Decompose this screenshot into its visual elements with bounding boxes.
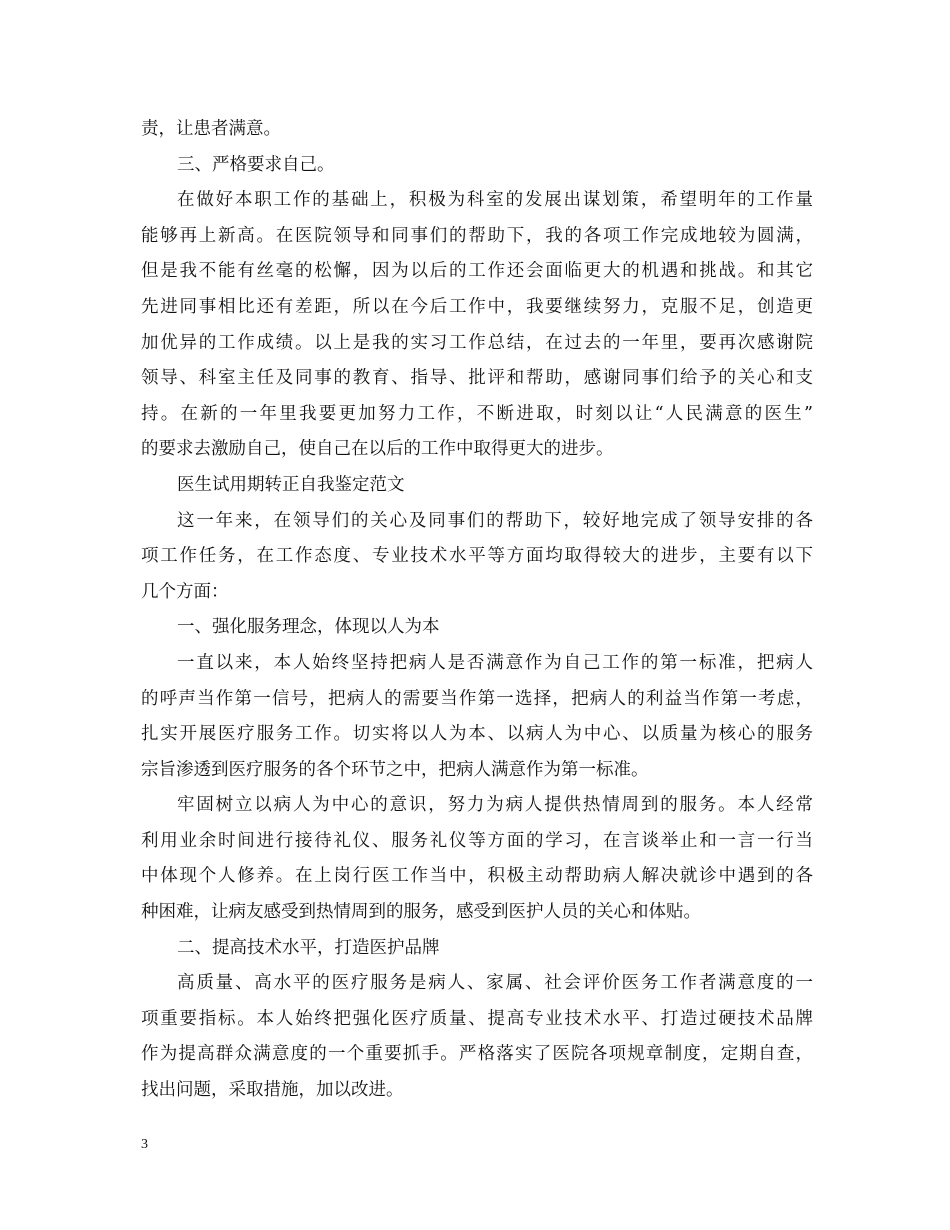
text-line: 的呼声当作第一信号，把病人的需要当作第一选择，把病人的利益当作第一考虑， <box>141 688 813 709</box>
document-body <box>141 112 813 1109</box>
text-line: 一直以来，本人始终坚持把病人是否满意作为自己工作的第一标准，把病人 <box>177 652 813 673</box>
text-line: 项重要指标。本人始终把强化医疗质量、提高专业技术水平、打造过硬技术品牌 <box>141 1008 813 1029</box>
text-line: 在做好本职工作的基础上，积极为科室的发展出谋划策，希望明年的工作量 <box>177 190 813 211</box>
text-line: 高质量、高水平的医疗服务是病人、家属、社会评价医务工作者满意度的一 <box>177 973 813 994</box>
text-line: 但是我不能有丝毫的松懈，因为以后的工作还会面临更大的机遇和挑战。和其它 <box>141 261 813 282</box>
text-line: 利用业余时间进行接待礼仪、服务礼仪等方面的学习，在言谈举止和一言一行当 <box>141 830 813 851</box>
text-line: 扎实开展医疗服务工作。切实将以人为本、以病人为中心、以质量为核心的服务 <box>141 724 813 745</box>
text-line: 宗旨渗透到医疗服务的各个环节之中，把病人满意作为第一标准。 <box>141 759 649 780</box>
text-line: 医生试用期转正自我鉴定范文 <box>177 474 405 495</box>
text-line: 领导、科室主任及同事的教育、指导、批评和帮助，感谢同事们给予的关心和支 <box>141 368 813 389</box>
text-line: 一、强化服务理念，体现以人为本 <box>177 617 440 638</box>
text-line: 牢固树立以病人为中心的意识，努力为病人提供热情周到的服务。本人经常 <box>177 795 813 816</box>
text-line: 能够再上新高。在医院领导和同事们的帮助下，我的各项工作完成地较为圆满， <box>141 225 813 246</box>
page-number: 3 <box>141 1137 148 1152</box>
text-line: 持。在新的一年里我要更加努力工作，不断进取，时刻以让“人民满意的医生” <box>141 403 813 424</box>
text-line: 的要求去激励自己，使自己在以后的工作中取得更大的进步。 <box>141 439 614 460</box>
text-line: 中体现个人修养。在上岗行医工作当中，积极主动帮助病人解决就诊中遇到的各 <box>141 866 813 887</box>
text-line: 作为提高群众满意度的一个重要抓手。严格落实了医院各项规章制度，定期自查， <box>141 1044 813 1065</box>
text-line: 责，让患者满意。 <box>141 119 281 139</box>
text-line: 这一年来，在领导们的关心及同事们的帮助下，较好地完成了领导安排的各 <box>177 510 813 531</box>
text-line: 加优异的工作成绩。以上是我的实习工作总结，在过去的一年里，要再次感谢院 <box>141 332 813 353</box>
text-line: 种困难，让病友感受到热情周到的服务，感受到医护人员的关心和体贴。 <box>141 902 701 923</box>
text-line: 几个方面： <box>141 581 229 602</box>
text-line: 找出问题，采取措施，加以改进。 <box>141 1080 404 1101</box>
text-line: 项工作任务，在工作态度、专业技术水平等方面均取得较大的进步，主要有以下 <box>141 546 813 567</box>
text-line: 二、提高技术水平，打造医护品牌 <box>177 937 440 958</box>
text-line: 先进同事相比还有差距，所以在今后工作中，我要继续努力，克服不足，创造更 <box>141 296 813 317</box>
text-line: 三、严格要求自己。 <box>177 154 335 175</box>
